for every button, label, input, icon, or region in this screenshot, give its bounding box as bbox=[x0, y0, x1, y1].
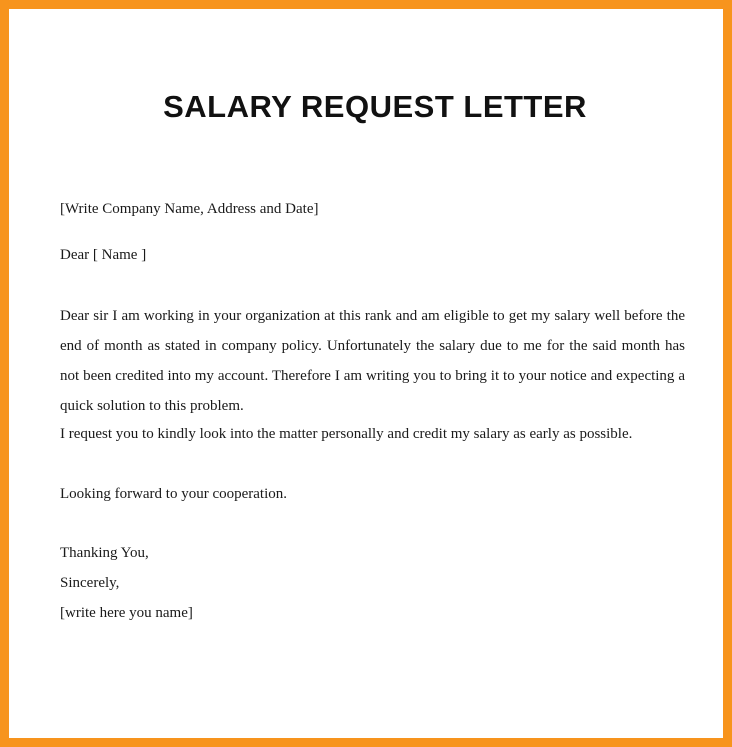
salutation: Dear [ Name ] bbox=[60, 247, 147, 263]
name-placeholder: [write here you name] bbox=[60, 605, 193, 621]
company-address-date-line: [Write Company Name, Address and Date] bbox=[60, 201, 319, 217]
closing-line: Looking forward to your cooperation. bbox=[60, 486, 288, 502]
sign-off: Sincerely, bbox=[60, 575, 120, 591]
request-line: I request you to kindly look into the matter personally and credit my salary as early as possible. bbox=[60, 426, 633, 442]
body-paragraph: Dear sir I am working in your organization at this rank and am eligible to get my salary well before the end of month as stated in company policy. Unfortunately the salary due to me for the said month has not been credited into my account. Therefore I am writing you to bring it to your notice and expecting a quick solution to this problem. bbox=[60, 308, 685, 414]
thanks-line: Thanking You, bbox=[60, 545, 149, 561]
letter-title: SALARY REQUEST LETTER bbox=[163, 89, 587, 124]
